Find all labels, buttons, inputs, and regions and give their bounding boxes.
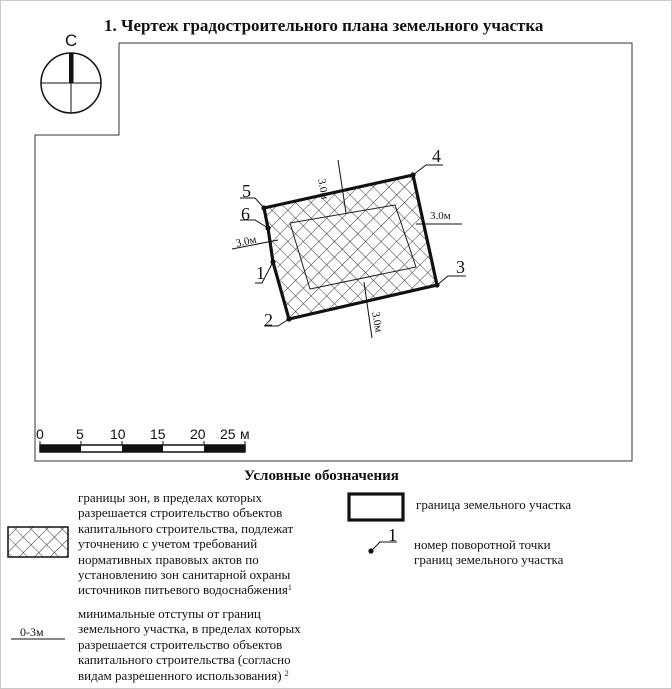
legend-point-line: номер поворотной точки: [414, 537, 551, 552]
legend-point-line: границ земельного участка: [414, 552, 564, 568]
setback-label-left: 3.0м: [234, 233, 258, 250]
legend-point-text: [414, 537, 563, 568]
legend-setback-line-text: видам разрешенного использования): [78, 667, 282, 683]
legend-hatch-swatch: [8, 527, 68, 557]
legend-zones-line: установлению зон санитарной охраны: [78, 567, 291, 583]
compass-north-letter: С: [65, 31, 78, 50]
hatched-building-zone: [264, 175, 437, 319]
scale-unit: м: [240, 426, 250, 442]
setback-label-right: 3.0м: [430, 210, 451, 222]
legend-setback-text: [78, 606, 301, 683]
scale-tick-15: 15: [150, 426, 166, 442]
compass-icon: [41, 53, 101, 113]
legend-zones-line: нормативных правовых актов по: [78, 551, 259, 567]
page-title: 1. Чертеж градостроительного плана земельного участка: [104, 16, 544, 35]
legend-zones-line: разрешается строительство объектов: [78, 505, 283, 521]
point-label-4: 4: [432, 146, 441, 166]
footnote-1: 1: [287, 583, 292, 593]
scale-tick-10: 10: [110, 426, 126, 442]
scale-tick-0: 0: [36, 426, 44, 442]
legend-boundary-label: граница земельного участка: [416, 497, 572, 512]
legend-zones-line: уточнению с учетом требований: [78, 536, 258, 552]
setback-label-bottom: 3.0м: [369, 310, 385, 334]
legend-setback-line-last: [78, 668, 301, 683]
footnote-2: 2: [284, 668, 289, 678]
legend-zones-line: источников питьевого водоснабжения: [78, 582, 288, 598]
legend-zones-line-last: [78, 582, 293, 597]
scale-tick-20: 20: [190, 426, 206, 442]
point-label-5: 5: [242, 181, 251, 201]
point-label-1: 1: [256, 263, 265, 283]
point-label-3: 3: [456, 257, 465, 277]
legend-setback-sample-label: 0-3м: [20, 625, 44, 639]
setback-label-top: 3.0м: [315, 177, 331, 201]
scale-tick-5: 5: [76, 426, 84, 442]
legend-point-number: 1: [388, 525, 397, 545]
legend-setback-line-text: минимальные отступы от границ: [78, 606, 261, 621]
legend-title: Условные обозначения: [244, 468, 399, 484]
legend-setback-line-text: разрешается строительство объектов: [78, 636, 283, 652]
point-label-6: 6: [241, 204, 250, 224]
legend-zones-text: [78, 490, 293, 598]
legend-boundary-swatch: [349, 494, 403, 520]
legend-setback-line-text: земельного участка, в пределах которых: [78, 621, 301, 637]
scale-tick-25: 25: [220, 426, 236, 442]
legend-zones-line: границы зон, в пределах которых: [78, 490, 263, 505]
scale-bar: [40, 441, 245, 452]
point-label-2: 2: [264, 310, 273, 330]
legend-zones-line: капитального строительства, подлежат: [78, 520, 294, 536]
legend-setback-line-text: капитального строительства (согласно: [78, 652, 291, 668]
